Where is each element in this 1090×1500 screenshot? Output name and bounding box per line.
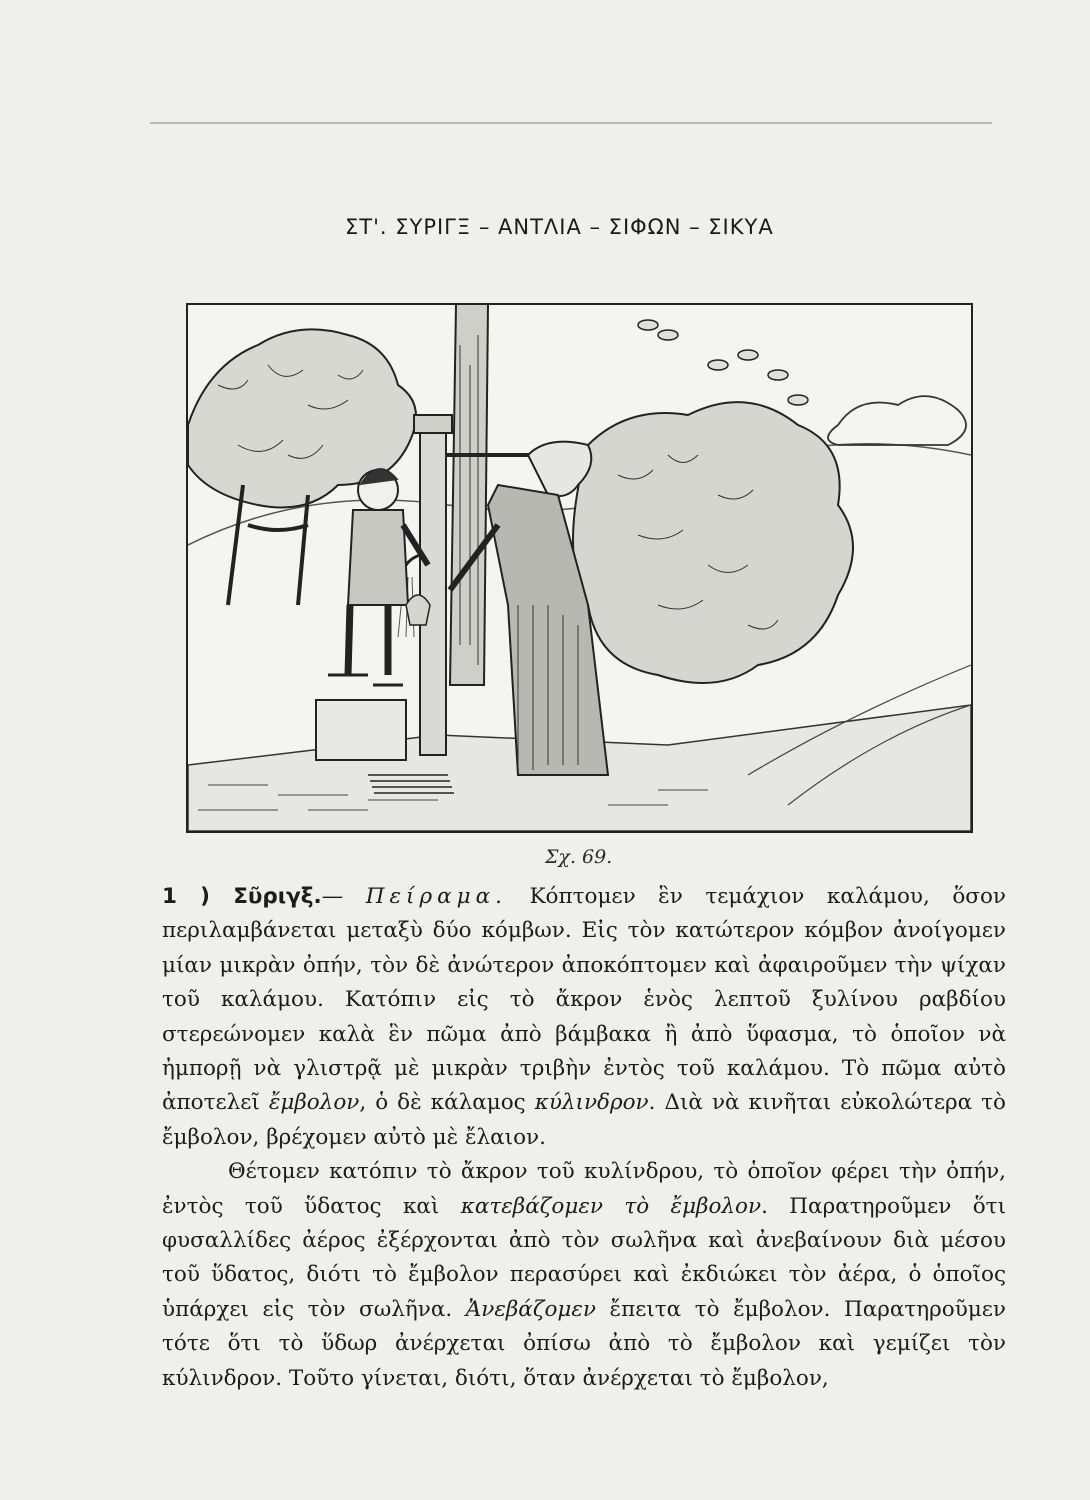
section-title: ΣΤ'. ΣΥΡΙΓΞ – ΑΝΤΛΙΑ – ΣΙΦΩΝ – ΣΙΚΥΑ xyxy=(345,215,774,239)
header-rule xyxy=(150,122,992,124)
figure-caption: Σχ. 69. xyxy=(545,846,613,868)
p1-end: . Διὰ νὰ κινῆται εὐκολώτερα τὸ ἔμβολον, βρέχομεν αὐτὸ μὲ ἔλαιον. xyxy=(162,1090,1006,1150)
p2-italic-2: Ἀνεβάζομεν xyxy=(465,1296,596,1322)
heading-word: Σῦριγξ. xyxy=(233,884,322,909)
p2-end: ἔπειτα τὸ ἔμβολον. Παρατηροῦμεν τότε ὅτι τὸ ὕδωρ ἀνέρχεται ὀπίσω ἀπὸ τὸ ἔμβολον καὶ γεμίζει τὸν κύλινδρον. Τοῦτο γίνεται, διότι, ὅταν ἀνέρχεται τὸ ἔμβολον, xyxy=(162,1296,1006,1391)
heading-number: 1 ) xyxy=(162,884,234,909)
heading-dash: — xyxy=(321,884,366,909)
figure-illustration xyxy=(186,303,973,833)
engraving-pump-scene xyxy=(188,305,971,831)
paragraph-2 xyxy=(162,1155,1006,1396)
paragraph-1 xyxy=(162,880,1006,1155)
p2-italic-1: κατεβάζομεν τὸ ἔμβολον xyxy=(460,1193,762,1219)
p1-italic-1: ἔμβολον xyxy=(268,1090,360,1116)
p2-mid: . Παρατηροῦμεν ὅτι φυσαλλίδες ἀέρος ἐξέρχονται ἀπὸ τὸν σωλῆνα καὶ ἀνεβαίνουν διὰ μέσου τοῦ ὕδατος, διότι τὸ ἔμβολον περασύρει καὶ ἐκδιώκει τὸν ἀέρα, ὁ ὁποῖος ὑπάρχει εἰς τὸν σωλῆνα. xyxy=(162,1193,1006,1322)
experiment-word: Πείραμα. xyxy=(365,884,507,909)
article-body xyxy=(162,880,1006,1396)
p1-mid: , ὁ δὲ κάλαμος xyxy=(359,1090,535,1116)
p1-italic-2: κύλινδρον xyxy=(534,1090,649,1116)
p1-text: Κόπτομεν ἓν τεμάχιον καλάμου, ὅσον περιλαμβάνεται μεταξὺ δύο κόμβων. Εἰς τὸν κατώτερον κόμβον ἀνοίγομεν μίαν μικρὰν ὀπήν, τὸν δὲ ἀνώτερον ἀποκόπτομεν καὶ ἀφαιροῦμεν τὴν ψίχαν τοῦ καλάμου. Κατόπιν εἰς τὸ ἄκρον ἑνὸς λεπτοῦ ξυλίνου ραβδίου στερεώνομεν καλὰ ἓν πῶμα ἀπὸ βάμβακα ἢ ἀπὸ ὕφασμα, τὸ ὁποῖον νὰ ἠμπορῇ νὰ γλιστρᾷ μὲ μικρὰν τριβὴν ἐντὸς τοῦ καλάμου. Τὸ πῶμα αὐτὸ ἀποτελεῖ xyxy=(162,884,1006,1116)
p2-start: Θέτομεν κατόπιν τὸ ἄκρον τοῦ κυλίνδρου, τὸ ὁποῖον φέρει τὴν ὀπήν, ἐντὸς τοῦ ὕδατος καὶ xyxy=(162,1159,1006,1219)
